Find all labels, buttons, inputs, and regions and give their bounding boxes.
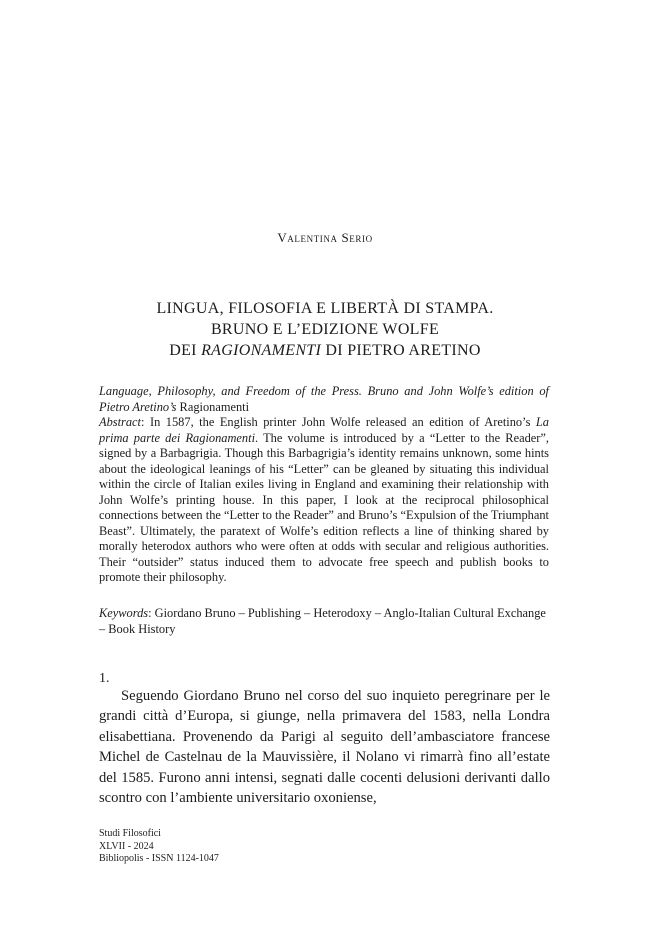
keywords: Keywords: Giordano Bruno – Publishing – Heterodoxy – Anglo-Italian Cultural Exchange – Book History	[99, 606, 546, 636]
journal-publisher: Bibliopolis - ISSN 1124-1047	[99, 853, 219, 864]
keywords-label: Keywords	[99, 606, 149, 620]
abstract-section	[99, 384, 549, 586]
title-line-2: BRUNO E L’EDIZIONE WOLFE	[210, 321, 440, 338]
article-title	[100, 298, 550, 361]
journal-footer	[99, 828, 219, 866]
body-paragraph: Seguendo Giordano Bruno nel corso del suo inquieto peregrinare per le grandi città d’Europa, si giunge, nella primavera del 1583, nella Londra elisabettiana. Provenendo da Parigi al seguito dell’ambasciatore francese Michel de Castelnau de la Mauvissière, il Nolano vi rimarrà fino all’estate del 1585. Furono anni intensi, segnati dalle cocenti delusioni derivanti dallo scontro con l’ambiente universitario oxoniense,	[99, 688, 550, 807]
section-number: 1.	[99, 671, 110, 686]
english-title: Language, Philosophy, and Freedom of the Press. Bruno and John Wolfe’s edition of Pietro Aretino’s Ragionamenti	[99, 384, 549, 414]
journal-name: Studi Filosofici	[99, 828, 161, 839]
abstract-label: Abstract	[99, 415, 141, 429]
title-italic-word: RAGIONAMENTI	[201, 342, 322, 359]
title-line-1: LINGUA, FILOSOFIA E LIBERTÀ DI STAMPA.	[156, 300, 494, 317]
author-name: Valentina Serio	[277, 230, 373, 245]
abstract-text: Abstract: In 1587, the English printer John Wolfe released an edition of Aretino’s La prima parte dei Ragionamenti. The volume is introduced by a “Letter to the Reader”, signed by a Barbagrigia. Though this Barbagrigia’s identity remains unknown, some hints about the ideological leanings of his “Letter” can be gleaned by situating this individual within the circle of Italian exiles living in England and examining their relationship with John Wolfe’s printing house. In this paper, I look at the reciprocal philosophical connections between the “Letter to the Reader” and Bruno’s “Expulsion of the Triumphant Beast”. Ultimately, the paratext of Wolfe’s edition reflects a line of thinking shared by morally heterodox authors who were often at odds with secular and religious authorities. Their “outsider” status induced them to advocate free speech and publish books to promote their philosophy.	[99, 415, 549, 584]
journal-volume: XLVII - 2024	[99, 840, 154, 852]
title-line-3: DEI RAGIONAMENTI DI PIETRO ARETINO	[169, 342, 481, 359]
